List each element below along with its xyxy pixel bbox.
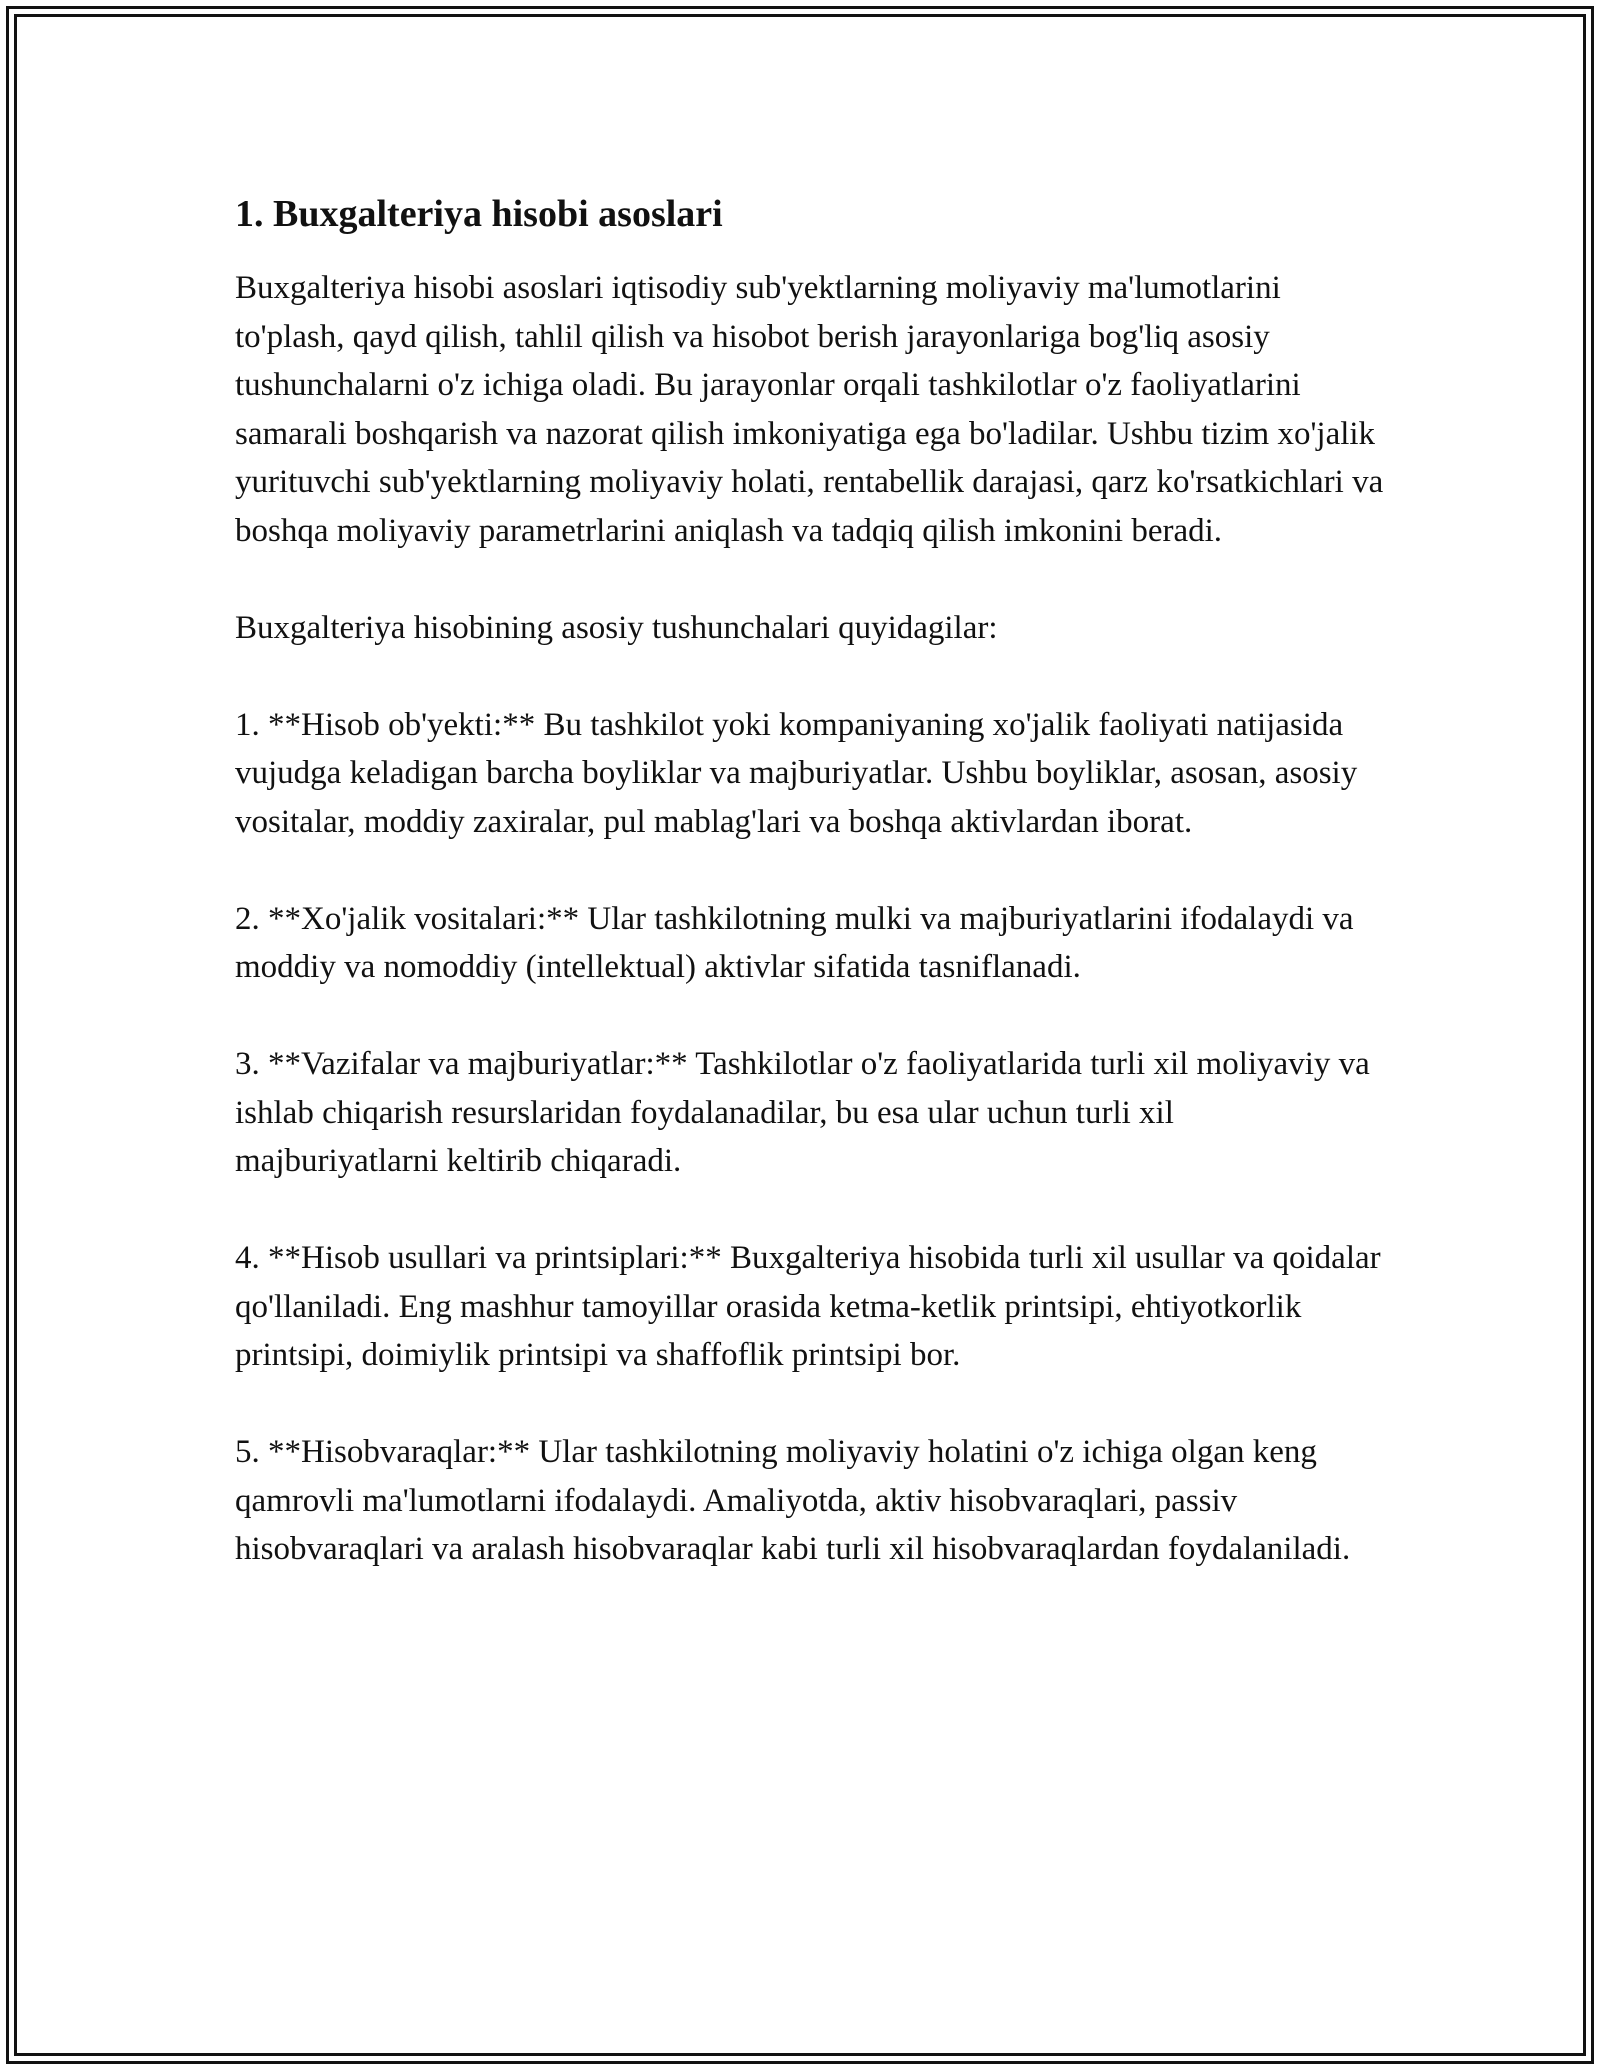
list-item-vazifalar-majburiyatlar: 3. **Vazifalar va majburiyatlar:** Tashkilotlar o'z faoliyatlarida turli xil moliyaviy va ishlab chiqarish resurslaridan foydalanadilar, bu esa ular uchun turli xil majburiyatlarni keltirib chiqaradi. bbox=[235, 1046, 1370, 1179]
list-item-hisob-usullari: 4. **Hisob usullari va printsiplari:** Buxgalteriya hisobida turli xil usullar va qoidalar qo'llaniladi. Eng mashhur tamoyillar orasida ketma-ketlik printsipi, ehtiyotkorlik printsipi, doimiylik printsipi va shaffoflik printsipi bor. bbox=[235, 1240, 1381, 1373]
list-item-hisob-obyekti: 1. **Hisob ob'yekti:** Bu tashkilot yoki kompaniyaning xo'jalik faoliyati natijasida vujudga keladigan barcha boyliklar va majburiyatlar. Ushbu boyliklar, asosan, asosiy vositalar, moddiy zaxiralar, pul mablag'lari va boshqa aktivlardan iborat. bbox=[235, 706, 1358, 840]
document-body bbox=[235, 190, 1385, 1574]
list-item-hisobvaraqlar: 5. **Hisobvaraqlar:** Ular tashkilotning moliyaviy holatini o'z ichiga olgan keng qamrovli ma'lumotlarni ifodalaydi. Amaliyotda, aktiv hisobvaraqlari, passiv hisobvaraqlari va aralash hisobvaraqlar kabi turli xil hisobvaraqlardan foydalaniladi. bbox=[235, 1434, 1351, 1567]
intro-paragraph: Buxgalteriya hisobi asoslari iqtisodiy sub'yektlarning moliyaviy ma'lumotlarini to'plash, qayd qilish, tahlil qilish va hisobot berish jarayonlariga bog'liq asosiy tushunchalarni o'z ichiga oladi. Bu jarayonlar orqali tashkilotlar o'z faoliyatlarini samarali boshqarish va nazorat qilish imkoniyatiga ega bo'ladilar. Ushbu tizim xo'jalik yurituvchi sub'yektlarning moliyaviy holati, rentabellik darajasi, qarz ko'rsatkichlari va boshqa moliyaviy parametrlarini aniqlash va tadqiq qilish imkonini beradi. bbox=[235, 270, 1384, 549]
list-item-xojalik-vositalari: 2. **Xo'jalik vositalari:** Ular tashkilotning mulki va majburiyatlarini ifodalaydi va moddiy va nomoddiy (intellektual) aktivlar sifatida tasniflanadi. bbox=[235, 900, 1354, 985]
concepts-intro-paragraph: Buxgalteriya hisobining asosiy tushunchalari quyidagilar: bbox=[235, 609, 998, 646]
document-title: 1. Buxgalteriya hisobi asoslari bbox=[235, 193, 723, 235]
